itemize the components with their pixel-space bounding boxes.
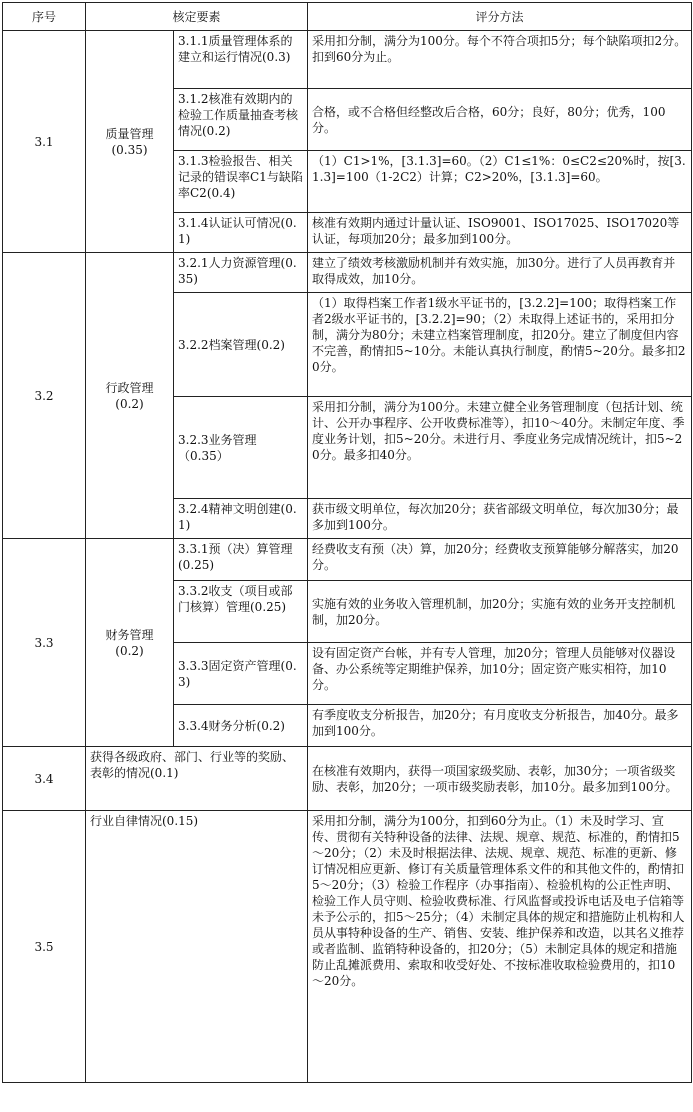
method-text: 实施有效的业务收入管理机制，加20分；实施有效的业务开支控制机制，加20分。 — [308, 581, 692, 643]
item-label: 3.1.4认证认可情况(0.1) — [174, 213, 308, 253]
item-label: 3.1.3检验报告、相关记录的错误率C1与缺陷率C2(0.4) — [174, 151, 308, 213]
method-text: 合格，或不合格但经整改后合格，60分；良好，80分；优秀，100分。 — [308, 89, 692, 151]
method-text: （1）C1>1%，[3.1.3]=60。（2）C1≤1%：0≤C2≤20%时，按[3.1.3]=100（1-2C2）计算；C2>20%，[3.1.3]=60。 — [308, 151, 692, 213]
category-label: 质量管理 (0.35) — [86, 31, 174, 253]
header-element: 核定要素 — [86, 3, 308, 31]
method-text: 在核准有效期内，获得一项国家级奖励、表彰，加30分；一项省级奖励、表彰，加20分；一项市级奖励表彰，加10分。最多加到100分。 — [308, 747, 692, 811]
item-label: 3.2.3业务管理 （0.35） — [174, 397, 308, 499]
header-no: 序号 — [3, 3, 86, 31]
row-number: 3.2 — [3, 253, 86, 539]
method-text: 采用扣分制，满分为100分。未建立健全业务管理制度（包括计划、统计、公开办事程序、公开收费标准等），扣10～40分。未制定年度、季度业务计划，扣5~20分。未进行月、季度业务完成情况统计，扣5~20分。最多扣40分。 — [308, 397, 692, 499]
table-row — [3, 31, 692, 89]
item-label: 3.2.2档案管理(0.2) — [174, 293, 308, 397]
table-row — [3, 811, 692, 1083]
item-label: 获得各级政府、部门、行业等的奖励、表彰的情况(0.1) — [86, 747, 308, 811]
category-label: 行政管理 (0.2) — [86, 253, 174, 539]
method-text: 有季度收支分析报告，加20分；有月度收支分析报告，加40分。最多加到100分。 — [308, 705, 692, 747]
method-text: 核准有效期内通过计量认证、ISO9001、ISO17025、ISO17020等认证，每项加20分；最多加到100分。 — [308, 213, 692, 253]
category-label: 财务管理 (0.2) — [86, 539, 174, 747]
method-text: 采用扣分制，满分为100分，扣到60分为止。（1）未及时学习、宣传、贯彻有关特种设备的法律、法规、规章、规范、标准的，酌情扣5～20分；（2）未及时根据法律、法规、规章、规范、标准的更新、修订情况相应更新、修订有关质量管理体系文件的和其他文件的，酌情扣5～20分；（3）检验工作程序（办事指南）、检验机构的公正性声明、检验工作人员守则、检验收费标准、行风监督或投诉电话及电子信箱等未予公示的，扣5～25分；（4）未制定具体的规定和措施防止机构和人员从事特种设备的生产、销售、安装、维护保养和改造，以其名义推荐或者监制、监销特种设备的，扣20分；（5）未制定具体的规定和措施防止乱摊派费用、索取和收受好处、不按标准收取检验费用的，扣10～20分。 — [308, 811, 692, 1083]
method-text: 设有固定资产台帐，并有专人管理，加20分；管理人员能够对仪器设备、办公系统等定期维护保养，加10分；固定资产账实相符，加10分。 — [308, 643, 692, 705]
row-number: 3.4 — [3, 747, 86, 811]
item-label: 3.3.3固定资产管理(0.3) — [174, 643, 308, 705]
scoring-table — [2, 2, 692, 1083]
row-number: 3.5 — [3, 811, 86, 1083]
header-row — [3, 3, 692, 31]
row-number: 3.3 — [3, 539, 86, 747]
method-text: 获市级文明单位，每次加20分；获省部级文明单位，每次加30分；最多加到100分。 — [308, 499, 692, 539]
item-label: 3.3.2收支（项目或部门核算）管理(0.25) — [174, 581, 308, 643]
table-row — [3, 253, 692, 293]
row-number: 3.1 — [3, 31, 86, 253]
item-label: 3.3.1预（决）算管理(0.25) — [174, 539, 308, 581]
item-label: 3.2.4精神文明创建(0.1) — [174, 499, 308, 539]
item-label: 3.1.2核准有效期内的检验工作质量抽查考核情况(0.2) — [174, 89, 308, 151]
method-text: （1）取得档案工作者1级水平证书的，[3.2.2]=100；取得档案工作者2级水平证书的，[3.2.2]=90；（2）未取得上述证书的，采用扣分制，满分为80分；未建立档案管理制度，扣20分。建立了制度但内容不完善，酌情扣5~10分。未能认真执行制度，酌情5~20分。最多扣20分。 — [308, 293, 692, 397]
method-text: 经费收支有预（决）算，加20分；经费收支预算能够分解落实，加20分。 — [308, 539, 692, 581]
item-label: 3.1.1质量管理体系的建立和运行情况(0.3) — [174, 31, 308, 89]
table-row — [3, 539, 692, 581]
item-label: 3.3.4财务分析(0.2) — [174, 705, 308, 747]
item-label: 3.2.1人力资源管理(0.35) — [174, 253, 308, 293]
method-text: 建立了绩效考核激励机制并有效实施，加30分。进行了人员再教育并取得成效，加10分。 — [308, 253, 692, 293]
item-label: 行业自律情况(0.15) — [86, 811, 308, 1083]
header-method: 评分方法 — [308, 3, 692, 31]
method-text: 采用扣分制，满分为100分。每个不符合项扣5分；每个缺陷项扣2分。扣到60分为止。 — [308, 31, 692, 89]
table-row — [3, 747, 692, 811]
